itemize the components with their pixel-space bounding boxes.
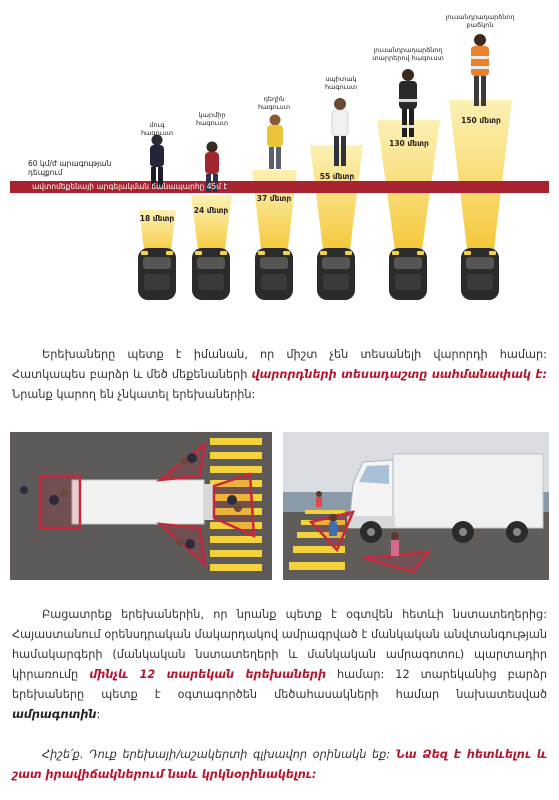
paragraph-text: : — [96, 708, 101, 721]
pedestrian-label: կարմիր հագուստ — [195, 111, 229, 127]
pedestrian-label: սպիտակ հագուստ — [324, 75, 358, 91]
bold-text: ամրագոտին — [12, 708, 97, 721]
cars — [138, 248, 499, 300]
car-icon — [192, 248, 230, 300]
paragraph-seats — [12, 605, 547, 725]
distance-label: 55 մետր — [319, 172, 355, 181]
highlighted-text: վարորդների տեսադաշտը սահմանափակ է: — [251, 368, 547, 381]
truck-trailer — [72, 480, 204, 524]
paragraph-text: Երեխաները պետք է իմանան, որ միշտ չեն տեսանելի վարորդի համար: Հատկապես բարձր և մեծ մեքենաների — [12, 348, 547, 381]
truck-cab — [204, 484, 214, 520]
highlighted-text: Նա Ձեզ է հետևելու և շատ իրավիճակներում նաև կրկնօրինակելու: — [12, 748, 547, 781]
paragraph-remember — [12, 745, 547, 785]
car-icon — [138, 248, 176, 300]
paragraph-text: Նրանք կարող են չնկատել երեխաներին: — [12, 388, 256, 401]
car-icon — [389, 248, 427, 300]
distance-label: 150 մետր — [461, 116, 501, 125]
paragraph-visibility — [12, 345, 547, 405]
distance-label: 37 մետր — [256, 194, 292, 203]
pedestrian-label: դեղին հագուստ — [257, 95, 291, 111]
car-icon — [461, 248, 499, 300]
blind-spot-top-view — [10, 432, 272, 580]
distance-label: 18 մետր — [139, 214, 175, 223]
visibility-infographic — [0, 0, 559, 305]
speed-label: 60 կմ/ժ արագության դեպքում — [28, 159, 112, 177]
paragraph-text: համար: 12 տարեկանից բարձր երեխաները պետք է օգտագործեն մեծահասակների համար նախատեսված — [12, 668, 547, 701]
paragraph-text: Բացատրեք երեխաներին, որ նրանք պետք է օգտվեն հետևի նստատեղերից: Հայաստանում օրենսդրական մակարդակով ամրագրված է մանկական անվտանգության համակարգերի (մանկական նստատեղերի և մանկական ամրագոտու) պարտադիր կիրառումը — [12, 608, 547, 681]
pedestrian-yellow-icon — [267, 115, 283, 170]
pedestrian-label: մուգ հագուստ — [140, 121, 174, 137]
distance-label: 130 մետր — [389, 139, 429, 148]
pedestrian-reflective-jacket-icon — [471, 34, 489, 106]
pedestrian-label: լուսանդրադարձնող տարրերով հագուստ — [372, 46, 444, 62]
highlighted-text: մինչև 12 տարեկան երեխաների — [89, 668, 327, 681]
pedestrian-dark-icon — [150, 135, 164, 188]
pedestrian-label: լուսանդրադարձնող բաճկոն — [445, 13, 515, 29]
blind-spot-side-view — [283, 432, 549, 580]
braking-distance-label: ավտոմեքենայի արգելակման ճանապարհը 45մ է — [32, 182, 228, 191]
car-icon — [255, 248, 293, 300]
paragraph-text: Հիշե՛ք. Դուք երեխայի/աշակերտի գլխավոր օրինակն եք: — [42, 748, 396, 761]
infographic-graphic — [0, 0, 559, 305]
distance-label: 24 մետր — [193, 206, 229, 215]
car-icon — [317, 248, 355, 300]
